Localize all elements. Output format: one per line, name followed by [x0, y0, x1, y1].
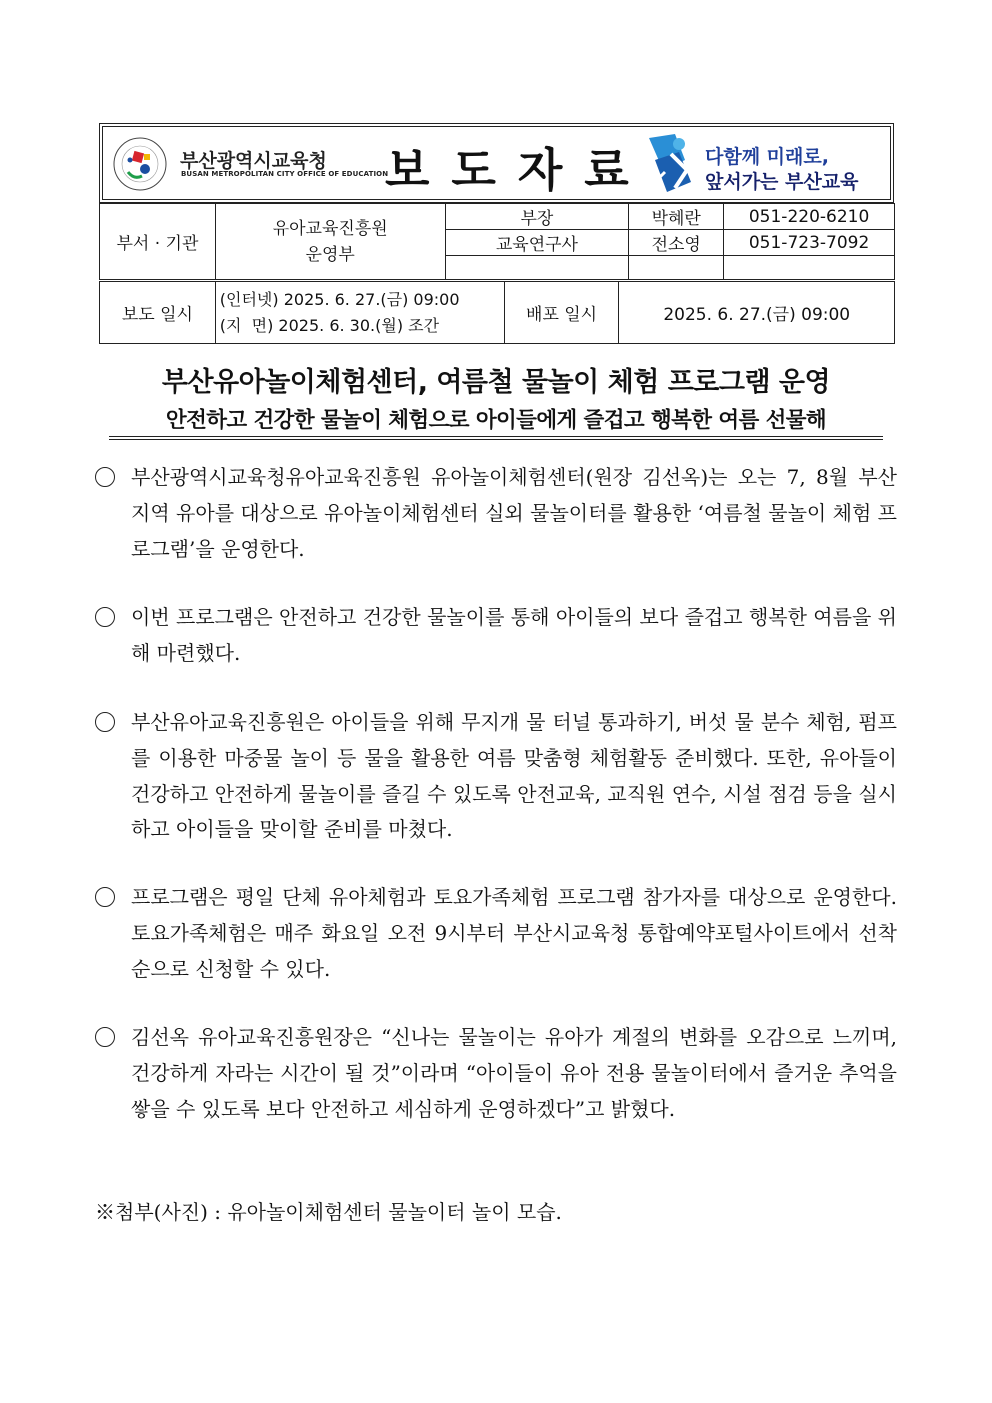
- busan-education-emblem-icon: [110, 136, 170, 192]
- dept-name-line-2: 운영부: [305, 244, 355, 265]
- running-figure-icon: [645, 130, 703, 198]
- release-date-table: [99, 281, 895, 344]
- release-internet: (인터넷) 2025. 6. 27.(금) 09:00: [219, 289, 460, 309]
- dept-name: [215, 204, 445, 280]
- distribution-label: 배포 일시: [504, 282, 619, 344]
- org-name-english: BUSAN METROPOLITAN CITY OFFICE OF EDUCATION: [181, 170, 389, 178]
- circle-bullet-icon: [95, 467, 115, 487]
- headline: 부산유아놀이체험센터, 여름철 물놀이 체험 프로그램 운영: [161, 367, 831, 398]
- release-date-value: [215, 282, 504, 344]
- contact-table: [99, 203, 895, 280]
- dept-name-line-1: 유아교육진흥원: [272, 218, 388, 239]
- circle-bullet-icon: [95, 1027, 115, 1047]
- circle-bullet-icon: [95, 887, 115, 907]
- empty-cell: [445, 256, 629, 280]
- contact-phone: 051-723-7092: [724, 230, 895, 256]
- subheadline-underline: [109, 436, 883, 437]
- slogan-line-1: 다함께 미래로,: [705, 146, 829, 168]
- paragraph-text: 부산광역시교육청유아교육진흥원 유아놀이체험센터(원장 김선옥)는 오는 7, 8월 부산 지역 유아를 대상으로 유아놀이체험센터 실외 물놀이터를 활용한 ‘여름철 물놀이 체험 프로그램’을 운영한다.: [131, 465, 897, 561]
- subheadline-underline: [109, 439, 883, 440]
- subheadline: 안전하고 건강한 물놀이 체험으로 아이들에게 즐겁고 행복한 여름 선물해: [165, 408, 827, 433]
- contact-name: 박혜란: [629, 204, 724, 230]
- paragraph-text: 부산유아교육진흥원은 아이들을 위해 무지개 물 터널 통과하기, 버섯 물 분수 체험, 펌프를 이용한 마중물 놀이 등 물을 활용한 여름 맞춤형 체험활동 준비했다. 또한, 유아들이 건강하고 안전하게 물놀이를 즐길 수 있도록 안전교육, 교직원 연수, 시설 점검 등을 실시하고 아이들을 맞이할 준비를 마쳤다.: [131, 710, 897, 842]
- org-name: 부산광역시교육청: [180, 150, 327, 172]
- paragraph-text: 이번 프로그램은 안전하고 건강한 물놀이를 통해 아이들의 보다 즐겁고 행복한 여름을 위해 마련했다.: [131, 605, 897, 665]
- release-paper: (지 면) 2025. 6. 30.(월) 조간: [219, 315, 440, 335]
- circle-bullet-icon: [95, 712, 115, 732]
- circle-bullet-icon: [95, 607, 115, 627]
- contact-name: 전소영: [629, 230, 724, 256]
- slogan-line-2: 앞서가는 부산교육: [705, 171, 859, 193]
- document-title: 보도자료: [385, 143, 651, 197]
- empty-cell: [629, 256, 724, 280]
- press-release-header: [99, 123, 894, 203]
- paragraph-text: 프로그램은 평일 단체 유아체험과 토요가족체험 프로그램 참가자를 대상으로 운영한다. 토요가족체험은 매주 화요일 오전 9시부터 부산시교육청 통합예약포털사이트에서 선착순으로 신청할 수 있다.: [131, 885, 897, 981]
- attachment-note: ※첨부(사진) : 유아놀이체험센터 물놀이터 놀이 모습.: [95, 1200, 562, 1224]
- release-date-label: 보도 일시: [100, 282, 216, 344]
- dept-label: 부서 · 기관: [100, 204, 216, 280]
- distribution-value: 2025. 6. 27.(금) 09:00: [619, 282, 895, 344]
- paragraph-text: 김선옥 유아교육진흥원장은 “신나는 물놀이는 유아가 계절의 변화를 오감으로 느끼며, 건강하게 자라는 시간이 될 것”이라며 “아이들이 유아 전용 물놀이터에서 즐거운 추억을 쌓을 수 있도록 보다 안전하고 세심하게 운영하겠다”고 밝혔다.: [131, 1025, 897, 1121]
- empty-cell: [724, 256, 895, 280]
- contact-position: 교육연구사: [445, 230, 629, 256]
- contact-position: 부장: [445, 204, 629, 230]
- contact-phone: 051-220-6210: [724, 204, 895, 230]
